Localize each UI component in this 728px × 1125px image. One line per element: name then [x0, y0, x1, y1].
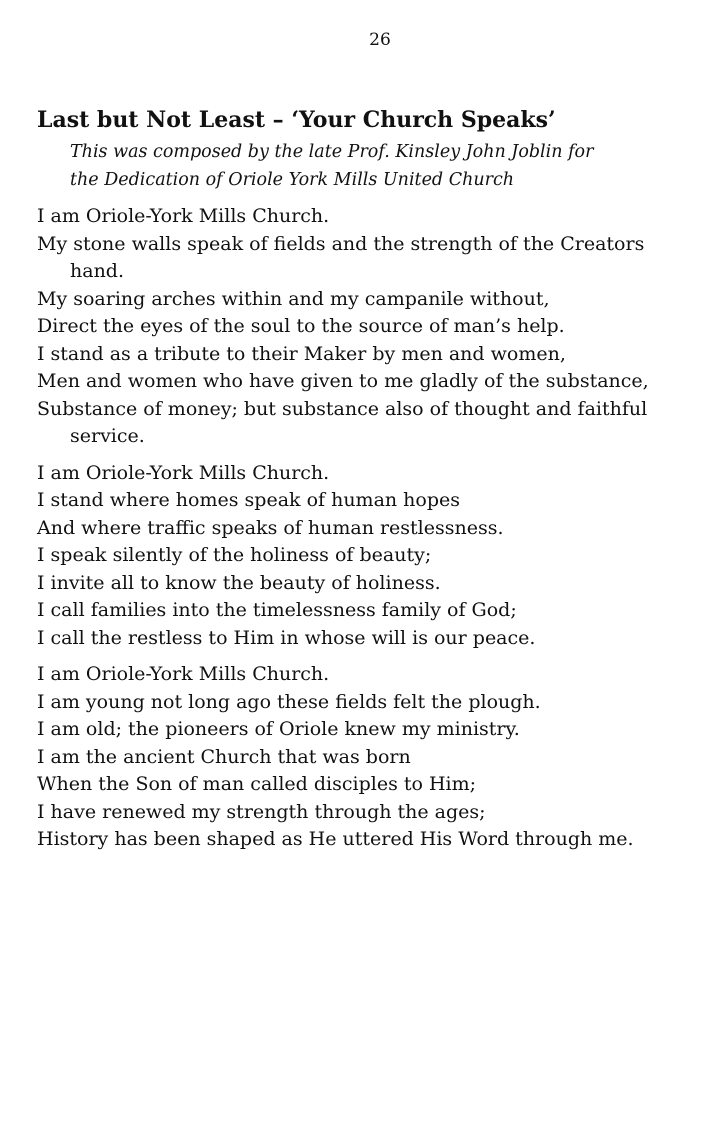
poem-line: When the Son of man called disciples to Him; — [37, 773, 477, 795]
stanza-3 — [37, 661, 697, 854]
poem-line: I speak silently of the holiness of beauty; — [37, 544, 432, 566]
poem-subtitle — [37, 138, 697, 194]
poem-line: I stand where homes speak of human hopes — [37, 489, 461, 511]
poem-line: My stone walls speak of fields and the strength of the Creators hand. — [37, 232, 645, 282]
poem-line: I am Oriole-York Mills Church. — [37, 663, 330, 685]
subtitle-line: This was composed by the late Prof. Kinsley John Joblin for — [70, 142, 594, 162]
poem-line: History has been shaped as He uttered His Word through me. — [37, 828, 634, 850]
poem-line: I call the restless to Him in whose will is our peace. — [37, 626, 536, 649]
poem-line: Substance of money; but substance also of thought and faithful service. — [37, 397, 648, 447]
poem-title: Last but Not Least – ‘Your Church Speaks’ — [37, 107, 556, 133]
stanza-1 — [37, 203, 697, 451]
poem-line: I am young not long ago these fields felt the plough. — [37, 690, 541, 713]
poem-line: My soaring arches within and my campanile without, — [37, 287, 550, 310]
subtitle-line: the Dedication of Oriole York Mills United Church — [70, 170, 515, 190]
poem-line: And where traffic speaks of human restlessness. — [37, 516, 504, 539]
stanza-2 — [37, 460, 697, 653]
poem-line: I am the ancient Church that was born — [37, 745, 411, 768]
poem-line: I have renewed my strength through the ages; — [37, 800, 486, 823]
poem-line: I am old; the pioneers of Oriole knew my ministry. — [37, 718, 520, 740]
poem-line: Direct the eyes of the soul to the source of man’s help. — [37, 315, 565, 337]
poem-line: Men and women who have given to me gladly of the substance, — [37, 370, 649, 392]
poem-line: I invite all to know the beauty of holiness. — [37, 571, 441, 594]
poem-line: I call families into the timelessness family of God; — [37, 599, 517, 621]
page-number: 26 — [369, 30, 391, 50]
poem-line: I am Oriole-York Mills Church. — [37, 461, 330, 484]
poem-line: I stand as a tribute to their Maker by men and women, — [37, 342, 566, 365]
poem-content — [37, 105, 697, 854]
poem-line: I am Oriole-York Mills Church. — [37, 205, 330, 227]
